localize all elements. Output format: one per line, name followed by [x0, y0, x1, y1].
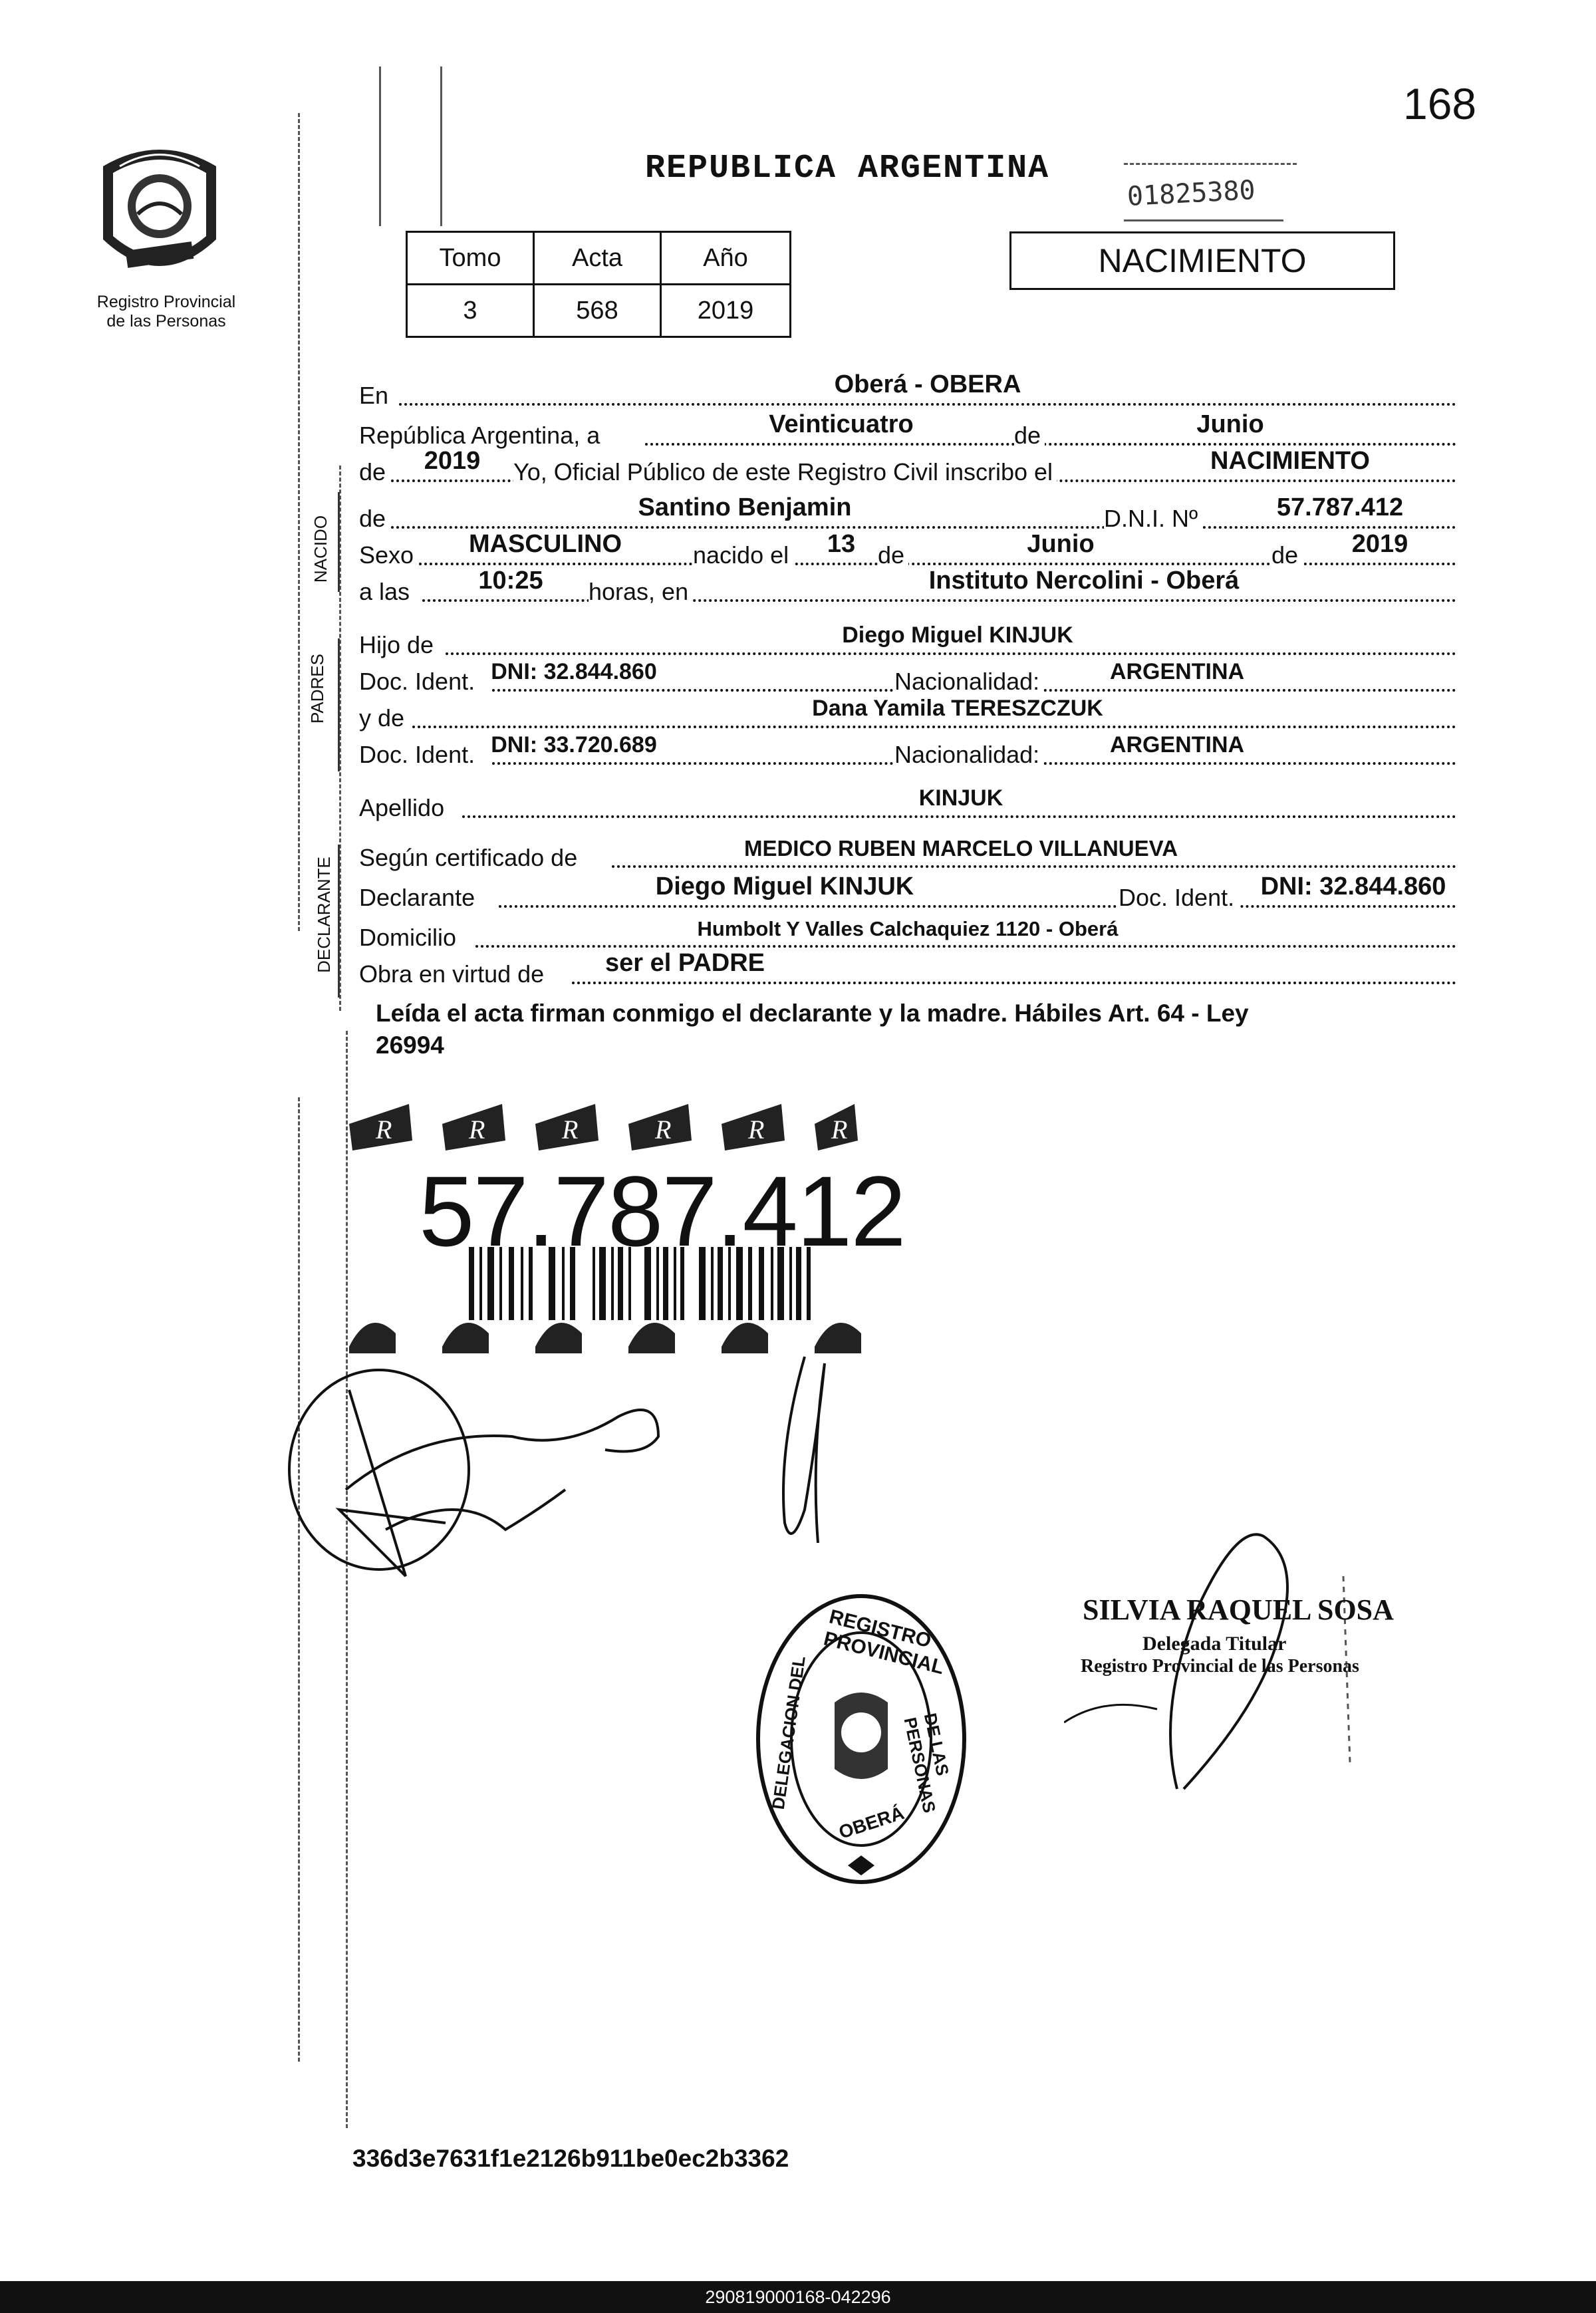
- record-table: [406, 231, 791, 338]
- father-name: Diego Miguel KINJUK: [842, 622, 1073, 648]
- field-acts-as: Obra en virtud de ser el PADRE: [359, 951, 1456, 991]
- field-mother-doc: Doc. Ident. DNI: 33.720.689 Nacionalidad: ARGENTINA: [359, 732, 1456, 771]
- birth-year: 2019: [1351, 530, 1408, 558]
- table-value-tomo: 3: [407, 285, 534, 337]
- mother-name: Dana Yamila TERESZCZUK: [812, 696, 1103, 721]
- section-divider: [338, 492, 340, 592]
- section-divider: [338, 845, 340, 998]
- table-value-acta: 568: [534, 285, 661, 337]
- field-sex-birth: Sexo MASCULINO nacido el 13 de Junio de 2019: [359, 532, 1456, 572]
- act-type-value: NACIMIENTO: [1210, 447, 1370, 475]
- section-label-born: NACIDO: [311, 515, 331, 583]
- field-name: de Santino Benjamin D.N.I. Nº 57.787.412: [359, 495, 1456, 535]
- mother-doc: DNI: 33.720.689: [491, 732, 657, 757]
- surname-value: KINJUK: [918, 785, 1003, 811]
- declarant-name: Diego Miguel KINJUK: [655, 873, 914, 900]
- field-mother: y de Dana Yamila TERESZCZUK: [359, 695, 1456, 735]
- closing-note: Leída el acta firman conmigo el declarante y la madre. Hábiles Art. 64 - Ley 26994: [376, 1000, 1249, 1059]
- section-label-declarant: DECLARANTE: [313, 857, 334, 973]
- table-header-acta: Acta: [534, 232, 661, 285]
- official-role: Delegada Titular: [1142, 1633, 1287, 1655]
- birth-time: 10:25: [478, 567, 543, 595]
- birth-day: 13: [827, 530, 856, 558]
- field-surname: Apellido KINJUK: [359, 785, 1456, 825]
- official-stamp: [751, 1589, 971, 1895]
- birthplace-value: Instituto Nercolini - Oberá: [928, 567, 1240, 595]
- serial-number: 01825380: [1126, 174, 1256, 213]
- field-place: En Oberá - OBERA: [359, 372, 1456, 412]
- field-father: Hijo de Diego Miguel KINJUK: [359, 622, 1456, 662]
- day-words: Veinticuatro: [769, 410, 914, 438]
- svg-text:R: R: [469, 1115, 485, 1145]
- year-value: 2019: [424, 447, 481, 475]
- stamp-left-text: DELEGACION DEL: [767, 1655, 809, 1811]
- field-time-place: a las 10:25 horas, en Instituto Nercolini - Oberá: [359, 569, 1456, 609]
- father-nationality: ARGENTINA: [1109, 659, 1245, 684]
- document-title: REPUBLICA ARGENTINA: [645, 150, 1050, 188]
- sex-value: MASCULINO: [468, 530, 622, 558]
- footer-code-bar: [0, 2281, 1596, 2313]
- field-address: Domicilio Humbolt Y Valles Calchaquiez 1120 - Oberá: [359, 914, 1456, 954]
- certificate-value: MEDICO RUBEN MARCELO VILLANUEVA: [743, 836, 1178, 861]
- province-logo: [80, 140, 239, 293]
- birth-month: Junio: [1027, 530, 1095, 558]
- field-certificate: Según certificado de MEDICO RUBEN MARCELO VILLANUEVA: [359, 835, 1456, 875]
- svg-text:R: R: [748, 1115, 765, 1145]
- father-doc: DNI: 32.844.860: [491, 659, 657, 684]
- mother-nationality: ARGENTINA: [1109, 732, 1245, 757]
- mother-signature-icon: [765, 1350, 864, 1550]
- field-declarant: Declarante Diego Miguel KINJUK Doc. Ident. DNI: 32.844.860: [359, 875, 1456, 914]
- section-label-parents: PADRES: [307, 654, 327, 724]
- serial-divider: [1124, 163, 1297, 165]
- sticker-dni-number: 57.787.412: [419, 1155, 905, 1267]
- place-value: Oberá - OBERA: [834, 370, 1021, 398]
- month-value: Junio: [1196, 410, 1264, 438]
- declarant-doc: DNI: 32.844.860: [1260, 873, 1446, 900]
- margin-line: [298, 113, 300, 931]
- page-number: 168: [1403, 79, 1477, 128]
- table-value-ano: 2019: [661, 285, 791, 337]
- misiones-coat-of-arms-icon: [90, 140, 229, 289]
- child-name: Santino Benjamin: [638, 493, 852, 521]
- svg-text:R: R: [655, 1115, 672, 1145]
- table-header-tomo: Tomo: [407, 232, 534, 285]
- document-hash: 336d3e7631f1e2126b911be0ec2b3362: [352, 2145, 789, 2172]
- margin-line: [379, 67, 381, 226]
- registry-label: Registro Provincial de las Personas: [96, 293, 236, 331]
- stamp-right-text: DE LAS PERSONAS: [900, 1711, 953, 1815]
- svg-text:R: R: [831, 1115, 848, 1145]
- margin-line: [440, 67, 442, 226]
- field-father-doc: Doc. Ident. DNI: 32.844.860 Nacionalidad: ARGENTINA: [359, 658, 1456, 698]
- field-act-type: de 2019 Yo, Oficial Público de este Registro Civil inscribo el NACIMIENTO: [359, 449, 1456, 489]
- acts-as-value: ser el PADRE: [604, 949, 765, 977]
- declarant-signature-icon: [286, 1357, 725, 1583]
- address-value: Humbolt Y Valles Calchaquiez 1120 - Oberá: [697, 917, 1119, 940]
- table-header-ano: Año: [661, 232, 791, 285]
- svg-text:R: R: [376, 1115, 392, 1145]
- official-office: Registro Provincial de las Personas: [1081, 1656, 1359, 1677]
- child-dni: 57.787.412: [1276, 493, 1404, 521]
- official-name: SILVIA RAQUEL SOSA: [1083, 1593, 1394, 1626]
- serial-underline: [1124, 219, 1283, 221]
- record-type-box: NACIMIENTO: [1009, 231, 1395, 290]
- footer-code: 290819000168-042296: [705, 2286, 891, 2307]
- section-divider: [338, 638, 340, 771]
- stamp-top-text: REGISTRO PROVINCIAL: [821, 1605, 946, 1679]
- field-date: República Argentina, a Veinticuatro de Junio: [359, 412, 1456, 452]
- stamp-bottom-text: OBERÁ: [836, 1802, 907, 1843]
- svg-text:R: R: [562, 1115, 579, 1145]
